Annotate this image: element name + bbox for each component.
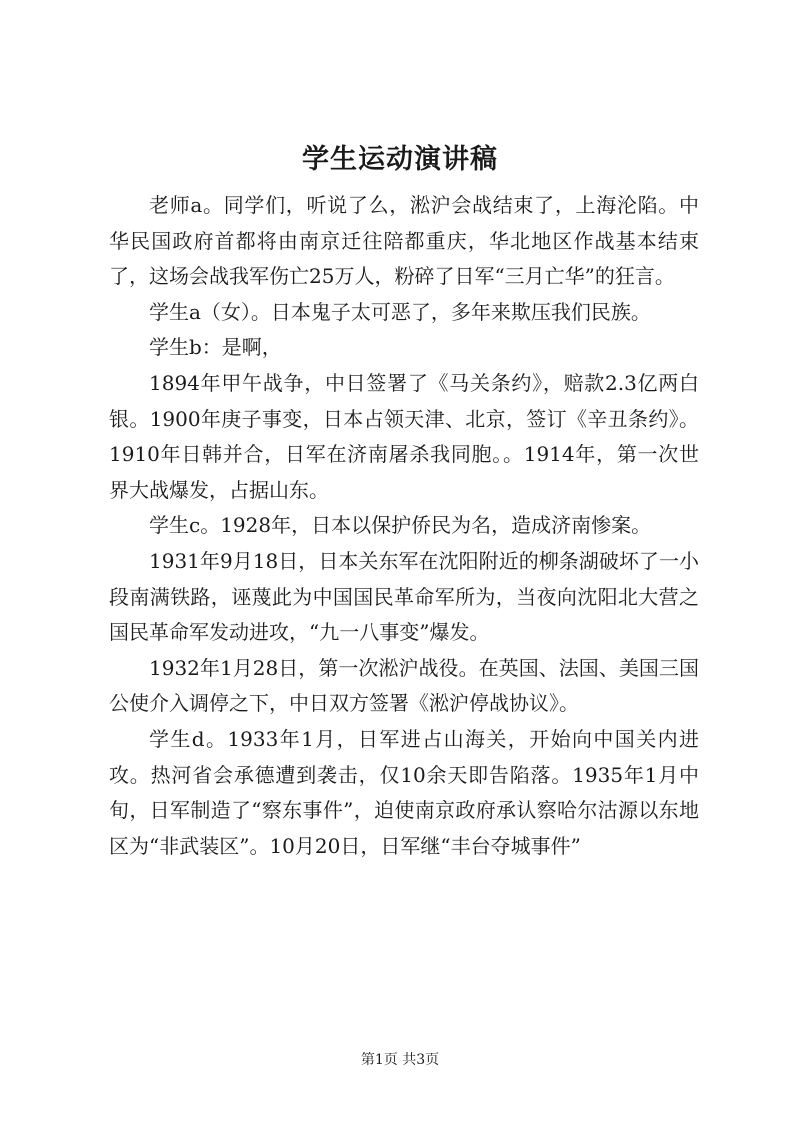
paragraph: 学生d。1933年1月，日军进占山海关，开始向中国关内进攻。热河省会承德遭到袭击，仅10余天即告陷落。1935年1月中旬，日军制造了“察东事件”，迫使南京政府承认察哈尔沽源以东地区为“非武装区”。10月20日，日军继“丰台夺城事件” [109, 726, 699, 858]
paragraph: 学生a（女）。日本鬼子太可恶了，多年来欺压我们民族。 [149, 299, 651, 324]
paragraph: 老师a。同学们，听说了么，淞沪会战结束了，上海沦陷。中华民国政府首都将由南京迁往陪都重庆，华北地区作战基本结束了，这场会战我军伤亡25万人，粉碎了日军“三月亡华”的狂言。 [109, 193, 699, 289]
page-number-footer: 第1页 共3页 [360, 1052, 440, 1068]
paragraph: 1894年甲午战争，中日签署了《马关条约》，赔款2.3亿两白银。1900年庚子事变，日本占领天津、北京，签订《辛丑条约》。1910年日韩并合，日军在济南屠杀我同胞。。1914年，第一次世界大战爆发，占据山东。 [109, 370, 699, 502]
document-title: 学生运动演讲稿 [302, 144, 498, 175]
paragraph: 1931年9月18日，日本关东军在沈阳附近的柳条湖破坏了一小段南满铁路，诬蔑此为中国国民革命军所为，当夜向沈阳北大营之国民革命军发动进攻，“九一八事变”爆发。 [109, 548, 699, 645]
document-body [109, 188, 699, 864]
paragraph: 学生c。1928年，日本以保护侨民为名，造成济南惨案。 [149, 513, 652, 538]
paragraph: 学生b：是啊， [149, 335, 282, 360]
paragraph: 1932年1月28日，第一次淞沪战役。在英国、法国、美国三国公使介入调停之下，中日双方签署《淞沪停战协议》。 [109, 655, 699, 716]
